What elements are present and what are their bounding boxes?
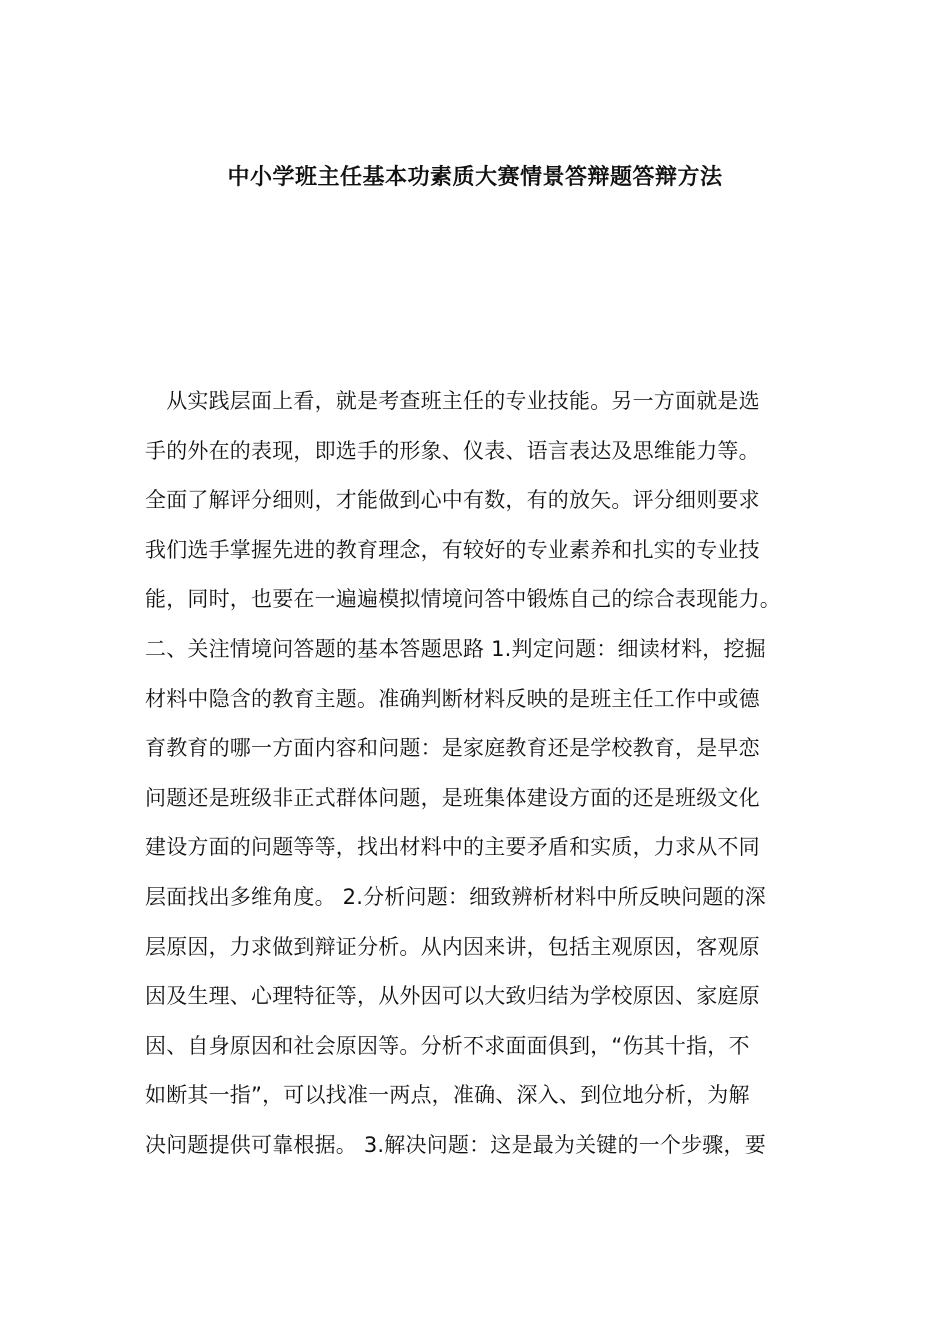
body-line: 层原因，力求做到辩证分析。从内因来讲，包括主观原因，客观原 xyxy=(145,934,760,959)
body-line: 能，同时，也要在一遍遍模拟情境问答中锻炼自己的综合表现能力。 xyxy=(145,587,781,612)
body-line: 因及生理、心理特征等，从外因可以大致归结为学校原因、家庭原 xyxy=(145,984,760,1009)
body-line: 全面了解评分细则，才能做到心中有数，有的放矢。评分细则要求 xyxy=(145,488,760,513)
document-body xyxy=(145,383,825,1177)
body-line: 因、自身原因和社会原因等。分析不求面面俱到，“伤其十指，不 xyxy=(145,1033,750,1058)
body-line: 育教育的哪一方面内容和问题：是家庭教育还是学校教育，是早恋 xyxy=(145,736,760,761)
body-line: 问题还是班级非正式群体问题，是班集体建设方面的还是班级文化 xyxy=(145,785,760,810)
body-line: 从实践层面上看，就是考查班主任的专业技能。另一方面就是选 xyxy=(145,389,760,413)
body-line: 层面找出多维角度。 2.分析问题：细致辨析材料中所反映问题的深 xyxy=(145,884,766,909)
body-line: 决问题提供可靠根据。 3.解决问题：这是最为关键的一个步骤，要 xyxy=(145,1132,766,1157)
document-title: 中小学班主任基本功素质大赛情景答辩题答辩方法 xyxy=(227,165,723,190)
body-line: 手的外在的表现，即选手的形象、仪表、语言表达及思维能力等。 xyxy=(145,438,760,463)
body-line: 我们选手掌握先进的教育理念，有较好的专业素养和扎实的专业技 xyxy=(145,537,760,562)
body-line: 二、关注情境问答题的基本答题思路 1.判定问题：细读材料，挖掘 xyxy=(145,636,766,661)
body-line: 如断其一指”，可以找准一两点，准确、深入、到位地分析，为解 xyxy=(145,1083,750,1108)
body-line: 建设方面的问题等等，找出材料中的主要矛盾和实质，力求从不同 xyxy=(145,835,760,860)
body-line: 材料中隐含的教育主题。准确判断材料反映的是班主任工作中或德 xyxy=(145,686,760,711)
